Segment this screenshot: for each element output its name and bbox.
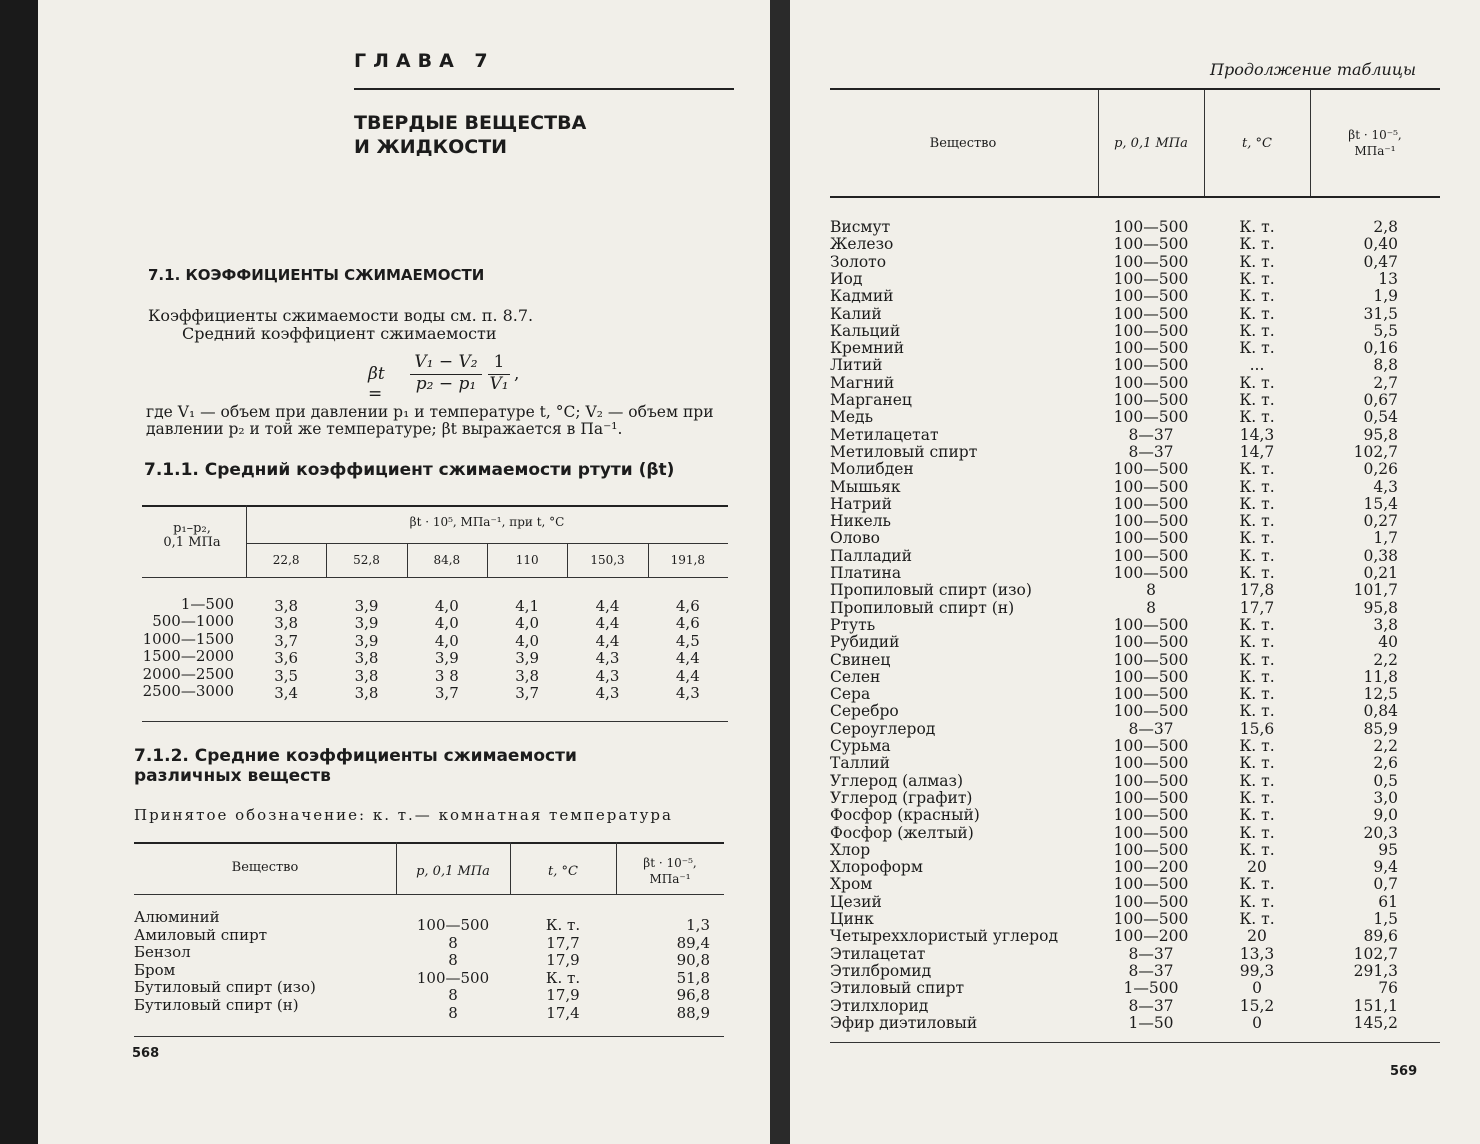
pressure-cell: 100—500 — [416, 916, 490, 934]
temperature-cell: К. т. — [1239, 702, 1275, 721]
temperature-cell: 20 — [1247, 927, 1267, 946]
beta-cell: 0,40 — [1363, 235, 1398, 254]
temperature-cell: К. т. — [1239, 754, 1275, 773]
beta-cell: 2,8 — [1373, 218, 1398, 236]
pressure-cell: 8—37 — [1128, 719, 1174, 738]
beta-cell: 0,67 — [1363, 391, 1398, 409]
pressure-cell: 100—500 — [416, 968, 490, 987]
temperature-cell: К. т. — [1239, 615, 1275, 634]
pressure-range-cell: 1500—2000 — [142, 647, 234, 666]
compressibility-value-cell: 4,4 — [595, 597, 620, 615]
range-header-line2: 0,1 МПа — [163, 535, 221, 550]
right-header-temperature: t, °C — [1242, 136, 1272, 151]
beta-cell: 9,4 — [1373, 858, 1398, 877]
beta-cell: 0,84 — [1363, 702, 1398, 721]
temperature-cell: К. т. — [1239, 235, 1275, 254]
compressibility-value-cell: 4,3 — [595, 684, 620, 702]
header-beta: βt · 10⁻⁵, — [643, 856, 697, 870]
pressure-cell: 100—500 — [1113, 252, 1189, 271]
beta-cell: 5,5 — [1373, 321, 1398, 340]
substance-name-cell: Хром — [830, 875, 873, 894]
substance-name-cell: Углерод (алмаз) — [830, 771, 963, 790]
temperature-cell: К. т. — [1239, 823, 1275, 842]
substance-name-cell: Калий — [830, 304, 882, 323]
substance-name-cell: Сероуглерод — [830, 719, 936, 738]
pressure-cell: 100—500 — [1113, 685, 1189, 704]
pressure-cell: 100—500 — [1113, 771, 1189, 790]
right-header-beta-unit: МПа⁻¹ — [1354, 144, 1396, 158]
book-gutter — [770, 0, 790, 1144]
beta-cell: 2,6 — [1373, 754, 1398, 773]
temperature-cell: К. т. — [1239, 892, 1275, 911]
pressure-cell: 100—500 — [1113, 218, 1189, 236]
section-heading-7-1-1: 7.1.1. Средний коэффициент сжимаемости ртути (βt) — [144, 460, 675, 480]
temperature-cell: К. т. — [1239, 910, 1275, 928]
pressure-cell: 100—500 — [1113, 702, 1189, 721]
compressibility-value-cell: 4,4 — [595, 631, 620, 650]
temperature-cell: К. т. — [545, 968, 581, 987]
pressure-cell: 1—500 — [1123, 979, 1179, 998]
temperature-cell: К. т. — [1239, 373, 1275, 392]
substance-name-cell: Золото — [830, 252, 887, 271]
right-header-pressure: p, 0,1 МПа — [1114, 136, 1188, 151]
temperature-group-header: βt · 10⁵, МПа⁻¹, при t, °C — [409, 515, 565, 529]
pressure-cell: 100—500 — [1113, 564, 1189, 582]
beta-cell: 2,2 — [1373, 737, 1398, 755]
compressibility-value-cell: 3,9 — [434, 649, 459, 668]
beta-cell: 20,3 — [1363, 823, 1398, 842]
substance-name-cell: Магний — [830, 373, 895, 392]
beta-cell: 95 — [1378, 840, 1398, 859]
substance-name-cell: Амиловый спирт — [134, 925, 268, 944]
substance-name-cell: Пропиловый спирт (н) — [830, 598, 1015, 617]
substance-name-cell: Висмут — [830, 218, 891, 236]
temperature-cell: К. т. — [1239, 685, 1275, 704]
temperature-cell: 17,8 — [1239, 581, 1275, 600]
header-substance: Вещество — [231, 860, 299, 875]
beta-cell: 1,3 — [686, 916, 710, 934]
pressure-cell: 8 — [448, 1004, 458, 1022]
temperature-cell: 15,6 — [1239, 719, 1275, 738]
pressure-range-cell: 1000—1500 — [142, 629, 234, 648]
section-heading-7-1-2-line1: 7.1.2. Средние коэффициенты сжимаемости — [134, 746, 577, 766]
beta-cell: 61 — [1378, 892, 1398, 911]
notation-line: Принятое обозначение: к. т.— комнатная температура — [134, 806, 673, 824]
temperature-cell: К. т. — [1239, 218, 1275, 236]
beta-cell: 76 — [1378, 979, 1398, 998]
column-divider — [326, 543, 327, 577]
substance-name-cell: Бутиловый спирт (изо) — [134, 978, 316, 997]
substance-name-cell: Железо — [830, 235, 894, 254]
beta-cell: 89,4 — [676, 933, 710, 952]
compressibility-value-cell: 3,8 — [354, 649, 379, 668]
compressibility-value-cell: 3,5 — [274, 666, 299, 685]
column-divider — [487, 543, 488, 577]
temperature-column-header: 84,8 — [433, 553, 461, 567]
pressure-cell: 100—500 — [1113, 339, 1189, 358]
compressibility-value-cell: 3 8 — [434, 666, 459, 685]
column-divider — [407, 543, 408, 577]
substance-name-cell: Серебро — [830, 702, 899, 721]
temperature-cell: К. т. — [1239, 840, 1275, 859]
temperature-cell: К. т. — [1239, 477, 1275, 496]
beta-cell: 0,54 — [1363, 408, 1398, 427]
substance-name-cell: Свинец — [830, 650, 891, 669]
formula-explanation-line1: где V₁ — объем при давлении p₁ и температуре t, °C; V₂ — объем при — [146, 403, 714, 421]
compressibility-value-cell: 4,0 — [434, 614, 459, 633]
substance-name-cell: Алюминий — [134, 908, 220, 926]
temperature-cell: К. т. — [1239, 304, 1275, 323]
substance-name-cell: Иод — [830, 269, 863, 288]
substance-name-cell: Селен — [830, 667, 881, 686]
substance-name-cell: Мышьяк — [830, 477, 901, 496]
pressure-cell: 100—200 — [1113, 927, 1189, 946]
pressure-range-cell: 2000—2500 — [142, 664, 234, 683]
substance-name-cell: Пропиловый спирт (изо) — [830, 581, 1032, 600]
pressure-cell: 100—500 — [1113, 910, 1189, 928]
beta-cell: 95,8 — [1363, 598, 1398, 617]
temperature-cell: К. т. — [1239, 512, 1275, 531]
substance-name-cell: Углерод (графит) — [830, 788, 973, 807]
substance-name-cell: Сурьма — [830, 737, 891, 755]
compressibility-value-cell: 4,1 — [515, 597, 540, 615]
temperature-cell: 14,3 — [1239, 425, 1275, 444]
substances-table-start — [134, 842, 724, 1042]
chapter-label: ГЛАВА 7 — [354, 50, 495, 72]
temperature-cell: К. т. — [1239, 287, 1275, 306]
right-page — [790, 0, 1480, 1144]
temperature-cell: 99,3 — [1239, 961, 1275, 980]
compressibility-value-cell: 4,6 — [675, 597, 700, 615]
substance-name-cell: Метилацетат — [830, 425, 939, 444]
pressure-cell: 8 — [448, 986, 458, 1005]
substance-name-cell: Бром — [134, 960, 176, 979]
substance-name-cell: Сера — [830, 685, 871, 704]
beta-cell: 145,2 — [1353, 1013, 1398, 1032]
pressure-cell: 100—500 — [1113, 650, 1189, 669]
substance-name-cell: Кадмий — [830, 287, 894, 306]
pressure-cell: 8—37 — [1128, 442, 1174, 461]
pressure-cell: 100—500 — [1113, 287, 1189, 306]
pressure-cell: 100—500 — [1113, 633, 1189, 652]
beta-cell: 89,6 — [1363, 927, 1398, 946]
compressibility-value-cell: 4,6 — [675, 614, 700, 633]
substance-name-cell: Платина — [830, 564, 902, 582]
temperature-cell: К. т. — [1239, 339, 1275, 358]
compressibility-value-cell: 3,8 — [515, 666, 540, 685]
temperature-cell: 14,7 — [1239, 442, 1275, 461]
beta-cell: 0,5 — [1373, 771, 1398, 790]
temperature-cell: 0 — [1252, 1013, 1262, 1032]
substance-name-cell: Хлороформ — [830, 858, 923, 877]
substance-name-cell: Этилбромид — [830, 961, 932, 980]
substance-name-cell: Марганец — [830, 391, 912, 409]
mercury-table — [142, 505, 728, 725]
substance-name-cell: Этилацетат — [830, 944, 926, 963]
beta-cell: 1,5 — [1373, 910, 1398, 928]
temperature-cell: К. т. — [1239, 788, 1275, 807]
pressure-cell: 100—500 — [1113, 892, 1189, 911]
column-divider — [648, 543, 649, 577]
temperature-cell: К. т. — [1239, 494, 1275, 513]
beta-cell: 85,9 — [1363, 719, 1398, 738]
substance-name-cell: Хлор — [830, 840, 871, 859]
beta-cell: 291,3 — [1353, 961, 1398, 980]
substance-name-cell: Метиловый спирт — [830, 442, 978, 461]
compressibility-value-cell: 3,7 — [274, 631, 299, 650]
compressibility-value-cell: 3,8 — [274, 597, 299, 615]
temperature-cell: 0 — [1252, 979, 1262, 998]
pressure-cell: 100—500 — [1113, 269, 1189, 288]
beta-cell: 31,5 — [1363, 304, 1398, 323]
compressibility-value-cell: 3,9 — [354, 614, 379, 633]
pressure-cell: 8 — [448, 933, 458, 952]
continuation-label: Продолжение таблицы — [1210, 60, 1417, 79]
temperature-column-header: 52,8 — [353, 553, 380, 567]
substance-name-cell: Этиловый спирт — [830, 979, 965, 998]
pressure-cell: 1—50 — [1128, 1013, 1174, 1032]
temperature-cell: 20 — [1247, 858, 1267, 877]
substance-name-cell: Фосфор (желтый) — [830, 823, 974, 842]
header-pressure: p, 0,1 МПа — [416, 864, 490, 879]
substance-name-cell: Цинк — [830, 910, 874, 928]
pressure-cell: 8—37 — [1128, 425, 1174, 444]
beta-cell: 13 — [1378, 269, 1398, 288]
pressure-cell: 100—500 — [1113, 529, 1189, 548]
beta-cell: 8,8 — [1373, 356, 1398, 375]
pressure-cell: 8 — [1146, 581, 1156, 600]
beta-cell: 12,5 — [1363, 685, 1398, 704]
temperature-cell: 17,4 — [546, 1004, 580, 1022]
formula-explanation-line2: давлении p₂ и той же температуре; βt выражается в Па⁻¹. — [146, 420, 623, 438]
beta-cell: 101,7 — [1353, 581, 1398, 600]
compressibility-value-cell: 4,4 — [675, 666, 700, 685]
substance-name-cell: Никель — [830, 512, 891, 531]
header-temperature: t, °C — [548, 864, 578, 879]
beta-cell: 0,47 — [1363, 252, 1398, 271]
compressibility-value-cell: 3,7 — [515, 684, 540, 702]
substance-name-cell: Ртуть — [830, 615, 876, 634]
substance-name-cell: Молибден — [830, 460, 914, 479]
beta-cell: 2,2 — [1373, 650, 1398, 669]
temperature-column-header: 22,8 — [272, 553, 300, 567]
paragraph-water-ref: Коэффициенты сжимаемости воды см. п. 8.7. — [148, 306, 534, 325]
right-header-substance: Вещество — [929, 136, 997, 151]
temperature-cell: 17,9 — [546, 951, 580, 970]
page-number-right: 569 — [1390, 1064, 1418, 1079]
temperature-cell: К. т. — [1239, 529, 1275, 548]
compressibility-value-cell: 4,0 — [515, 614, 540, 633]
chapter-title-line2: И ЖИДКОСТИ — [354, 136, 508, 158]
beta-cell: 95,8 — [1363, 425, 1398, 444]
substance-name-cell: Кремний — [830, 339, 905, 358]
temperature-cell: ... — [1249, 356, 1265, 375]
right-header-beta: βt · 10⁻⁵, — [1348, 128, 1402, 142]
pressure-cell: 100—500 — [1113, 754, 1189, 773]
pressure-cell: 8 — [448, 951, 458, 970]
section-heading-7-1-2-line2: различных веществ — [134, 766, 331, 786]
temperature-cell: К. т. — [545, 916, 581, 934]
beta-cell: 0,21 — [1363, 564, 1398, 582]
compressibility-value-cell: 3,9 — [515, 649, 540, 668]
compressibility-value-cell: 3,7 — [434, 684, 459, 702]
temperature-cell: К. т. — [1239, 564, 1275, 582]
pressure-range-cell: 500—1000 — [152, 612, 234, 631]
beta-cell: 2,7 — [1373, 373, 1398, 392]
beta-cell: 3,8 — [1373, 615, 1398, 634]
temperature-cell: К. т. — [1239, 460, 1275, 479]
beta-cell: 1,7 — [1373, 529, 1398, 548]
pressure-cell: 100—500 — [1113, 806, 1189, 825]
left-page: ГЛАВА 7 ТВЕРДЫЕ ВЕЩЕСТВА И ЖИДКОСТИ 7.1. КОЭФФИЦИЕНТЫ СЖИМАЕМОСТИ Коэффициенты сжимаемости воды см. п. 8.7. Средний коэффициент сжимаемости βt = V₁ − V₂ p₂ − p₁ 1 V₁ , где V₁ — объем при давлении p₁ и температуре t, °C; V₂ — объем при давлении p₂ и той же температуре; βt выражается в Па⁻¹. 7.1.1. Средний коэффициент сжимаемости ртути (βt) p₁–p₂, 0,1 МПа βt · 10⁵, МПа⁻¹, при t, °C 22,8 52,8 84,8 110 150,3 191,8 1—500 3,8 3,9 4,0 4,1 4,4 4,6 500—1000 3,8 3,9 4,0 4,0 4,4 4,6 1000—1500 3,7 3,9 4,0 4,0 4,4 4,5 1500—2000 3,6 3,8 3,9 3,9 4,3 4,4 2000—2500 3,5 3,8 3 8 3,8 4,3 4,4 2500—3000 3,4 3,8 3,7 3,7 4,3 4,3 7.1.2. Средние коэффициенты сжимаемости различных веществ Принятое обозначение: к. т.— комнатная температура Вещество p, 0,1 МПа t, °C βt · 10⁻⁵, МПа⁻¹ Алюминий 100—500 К. т. 1,3 Амиловый спирт 8 17,7 89,4 Бензол 8 17,9 90,8 Бром 100—500 К. т. 51,8 Бутиловый спирт (изо) 8 17,9 96,8 Бутиловый спирт (н) 8 17,4 88,9 568 — [38, 0, 770, 1144]
range-header-line1: p₁–p₂, — [173, 521, 211, 536]
compressibility-value-cell: 4,0 — [434, 597, 459, 615]
substance-name-cell: Цезий — [830, 892, 882, 911]
substance-name-cell: Палладий — [830, 546, 912, 565]
temperature-cell: К. т. — [1239, 633, 1275, 652]
temperature-cell: 17,7 — [546, 933, 580, 952]
page-number-left: 568 — [132, 1046, 160, 1061]
temperature-cell: К. т. — [1239, 391, 1275, 409]
pressure-cell: 8—37 — [1128, 996, 1174, 1015]
pressure-cell: 100—500 — [1113, 235, 1189, 254]
temperature-cell: К. т. — [1239, 806, 1275, 825]
pressure-cell: 100—500 — [1113, 304, 1189, 323]
chapter-title-line1: ТВЕРДЫЕ ВЕЩЕСТВА — [354, 112, 587, 134]
compressibility-value-cell: 4,4 — [675, 649, 700, 668]
substance-name-cell: Медь — [830, 408, 874, 427]
temperature-column-header: 150,3 — [590, 553, 625, 567]
compressibility-value-cell: 3,8 — [274, 614, 299, 633]
compressibility-value-cell: 3,4 — [274, 684, 299, 702]
compressibility-value-cell: 3,6 — [274, 649, 299, 668]
pressure-cell: 100—500 — [1113, 823, 1189, 842]
beta-cell: 0,38 — [1363, 546, 1398, 565]
pressure-cell: 100—500 — [1113, 494, 1189, 513]
temperature-cell: К. т. — [1239, 771, 1275, 790]
compressibility-value-cell: 4,3 — [675, 684, 700, 702]
pressure-cell: 100—500 — [1113, 321, 1189, 340]
temperature-column-header: 110 — [515, 553, 539, 567]
beta-cell: 96,8 — [676, 986, 710, 1005]
substance-name-cell: Бутиловый спирт (н) — [134, 996, 299, 1014]
temperature-column-header: 191,8 — [670, 553, 705, 567]
substance-name-cell: Бензол — [134, 943, 191, 962]
pressure-cell: 100—500 — [1113, 391, 1189, 409]
pressure-range-cell: 1—500 — [180, 595, 234, 613]
beta-cell: 90,8 — [676, 951, 710, 970]
temperature-cell: К. т. — [1239, 875, 1275, 894]
beta-cell: 102,7 — [1353, 442, 1398, 461]
substance-name-cell: Четыреххлористый углерод — [830, 927, 1058, 946]
substance-name-cell: Эфир диэтиловый — [830, 1013, 978, 1032]
temperature-cell: К. т. — [1239, 252, 1275, 271]
beta-cell: 3,0 — [1373, 788, 1398, 807]
pressure-cell: 100—500 — [1113, 615, 1189, 634]
temperature-cell: К. т. — [1239, 269, 1275, 288]
temperature-cell: К. т. — [1239, 667, 1275, 686]
paragraph-mean-coef: Средний коэффициент сжимаемости — [182, 324, 497, 343]
beta-cell: 151,1 — [1353, 996, 1398, 1015]
temperature-cell: К. т. — [1239, 408, 1275, 427]
beta-cell: 88,9 — [676, 1004, 710, 1022]
beta-cell: 0,16 — [1363, 339, 1398, 358]
pressure-cell: 100—500 — [1113, 788, 1189, 807]
pressure-cell: 8—37 — [1128, 944, 1174, 963]
substance-name-cell: Этилхлорид — [830, 996, 929, 1015]
section-heading-7-1: 7.1. КОЭФФИЦИЕНТЫ СЖИМАЕМОСТИ — [148, 266, 485, 284]
compressibility-value-cell: 3,8 — [354, 666, 379, 685]
beta-cell: 1,9 — [1373, 287, 1398, 306]
pressure-cell: 8—37 — [1128, 961, 1174, 980]
substance-name-cell: Олово — [830, 529, 880, 548]
temperature-cell: 13,3 — [1239, 944, 1275, 963]
pressure-cell: 100—500 — [1113, 373, 1189, 392]
compressibility-value-cell: 4,3 — [595, 649, 620, 668]
compressibility-value-cell: 4,0 — [515, 631, 540, 650]
pressure-cell: 100—500 — [1113, 356, 1189, 375]
column-divider — [567, 543, 568, 577]
beta-cell: 4,3 — [1373, 477, 1398, 496]
pressure-cell: 100—500 — [1113, 546, 1189, 565]
beta-cell: 102,7 — [1353, 944, 1398, 963]
temperature-cell: 15,2 — [1239, 996, 1275, 1015]
pressure-cell: 100—500 — [1113, 737, 1189, 755]
compressibility-value-cell: 3,9 — [354, 597, 379, 615]
temperature-cell: 17,7 — [1239, 598, 1275, 617]
pressure-cell: 100—200 — [1113, 858, 1189, 877]
substance-name-cell: Рубидий — [830, 633, 900, 652]
pressure-cell: 8 — [1146, 598, 1156, 617]
temperature-cell: К. т. — [1239, 737, 1275, 755]
compressibility-value-cell: 4,0 — [434, 631, 459, 650]
beta-cell: 0,7 — [1373, 875, 1398, 894]
compressibility-value-cell: 4,4 — [595, 614, 620, 633]
beta-cell: 0,26 — [1363, 460, 1398, 479]
temperature-cell: 17,9 — [546, 986, 580, 1005]
pressure-cell: 100—500 — [1113, 875, 1189, 894]
beta-cell: 9,0 — [1373, 806, 1398, 825]
pressure-cell: 100—500 — [1113, 512, 1189, 531]
substance-name-cell: Кальций — [830, 321, 901, 340]
pressure-cell: 100—500 — [1113, 460, 1189, 479]
substance-name-cell: Литий — [830, 356, 883, 375]
pressure-range-cell: 2500—3000 — [142, 682, 234, 700]
header-beta-unit: МПа⁻¹ — [649, 872, 691, 886]
pressure-cell: 100—500 — [1113, 667, 1189, 686]
beta-cell: 51,8 — [676, 968, 710, 987]
substance-name-cell: Фосфор (красный) — [830, 806, 980, 825]
beta-cell: 11,8 — [1363, 667, 1398, 686]
temperature-cell: К. т. — [1239, 546, 1275, 565]
beta-cell: 0,27 — [1363, 512, 1398, 531]
compressibility-value-cell: 4,5 — [675, 631, 700, 650]
beta-cell: 15,4 — [1363, 494, 1398, 513]
temperature-cell: К. т. — [1239, 321, 1275, 340]
compressibility-value-cell: 4,3 — [595, 666, 620, 685]
compressibility-value-cell: 3,8 — [354, 684, 379, 702]
compressibility-value-cell: 3,9 — [354, 631, 379, 650]
pressure-cell: 100—500 — [1113, 840, 1189, 859]
pressure-cell: 100—500 — [1113, 477, 1189, 496]
pressure-cell: 100—500 — [1113, 408, 1189, 427]
beta-cell: 40 — [1378, 633, 1398, 652]
temperature-cell: К. т. — [1239, 650, 1275, 669]
substance-name-cell: Таллий — [830, 754, 890, 773]
substance-name-cell: Натрий — [830, 494, 892, 513]
